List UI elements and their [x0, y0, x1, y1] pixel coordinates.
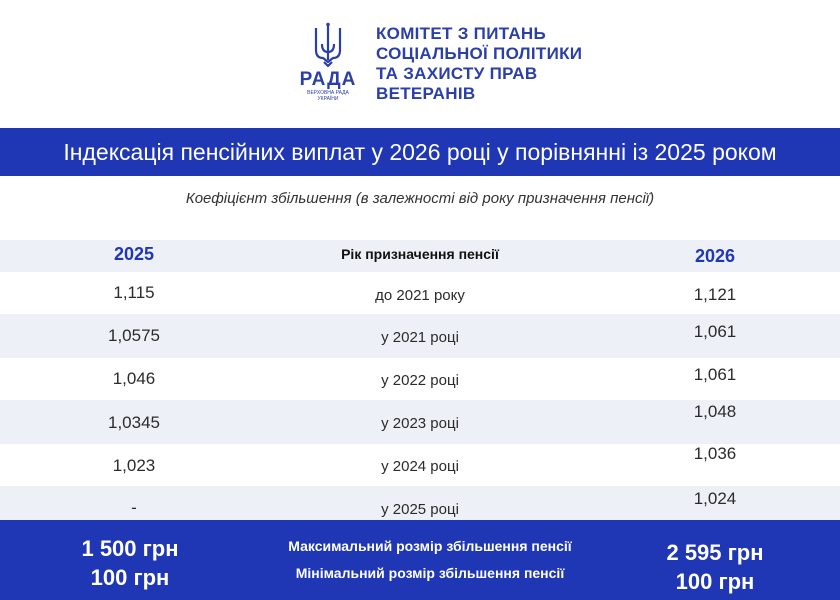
logo-subtext-1: ВЕРХОВНА РАДА [307, 90, 349, 96]
table-cell-year: у 2025 році [381, 501, 459, 518]
committee-line: ВЕТЕРАНІВ [376, 84, 476, 103]
page-subtitle: Коефіцієнт збільшення (в залежності від року призначення пенсії) [185, 190, 655, 207]
table-cell-year: у 2021 році [381, 329, 459, 346]
table-cell-2025: 1,046 [112, 369, 156, 388]
committee-line: СОЦІАЛЬНОЇ ПОЛІТИКИ [376, 44, 583, 63]
min-increase-2025: 100 грн [90, 565, 170, 590]
table-cell-2026: 1,048 [693, 402, 737, 421]
header-year-2025: 2025 [113, 244, 155, 264]
table-cell-2026: 1,024 [693, 489, 737, 508]
header-pension-year: Рік призначення пенсії [341, 246, 499, 262]
max-increase-2025: 1 500 грн [81, 536, 179, 561]
logo-text: РАДА [299, 69, 357, 90]
table-cell-2025: 1,115 [113, 283, 155, 302]
logo-subtext-2: УКРАЇНИ [317, 96, 339, 102]
table-cell-2025: 1,023 [112, 456, 156, 475]
table-cell-2025: 1,0345 [108, 413, 160, 432]
max-increase-label: Максимальний розмір збільшення пенсії [288, 538, 572, 554]
table-cell-year: у 2022 році [381, 372, 459, 389]
committee-line: ТА ЗАХИСТУ ПРАВ [376, 64, 538, 83]
table-cell-year: у 2024 році [381, 458, 459, 475]
table-cell-year: у 2023 році [381, 415, 459, 432]
trident-icon [313, 22, 343, 68]
table-cell-2026: 1,061 [693, 322, 737, 341]
committee-name [376, 24, 676, 104]
table-cell-2026: 1,121 [693, 285, 737, 304]
committee-line: КОМІТЕТ З ПИТАНЬ [376, 24, 547, 43]
table-cell-2026: 1,036 [693, 444, 737, 463]
max-increase-2026: 2 595 грн [666, 540, 764, 565]
page-title: Індексація пенсійних виплат у 2026 році у порівнянні із 2025 роком [0, 128, 840, 176]
table-cell-2026: 1,061 [693, 365, 737, 384]
table-cell-year: до 2021 року [375, 287, 465, 304]
min-increase-2026: 100 грн [675, 569, 755, 594]
header-year-2026: 2026 [694, 246, 736, 266]
rada-logo [293, 22, 363, 122]
min-increase-label: Мінімальний розмір збільшення пенсії [295, 565, 565, 581]
table-cell-2025: - [131, 498, 137, 517]
header [0, 0, 840, 128]
table-cell-2025: 1,0575 [108, 326, 160, 345]
footer-summary [0, 520, 840, 600]
